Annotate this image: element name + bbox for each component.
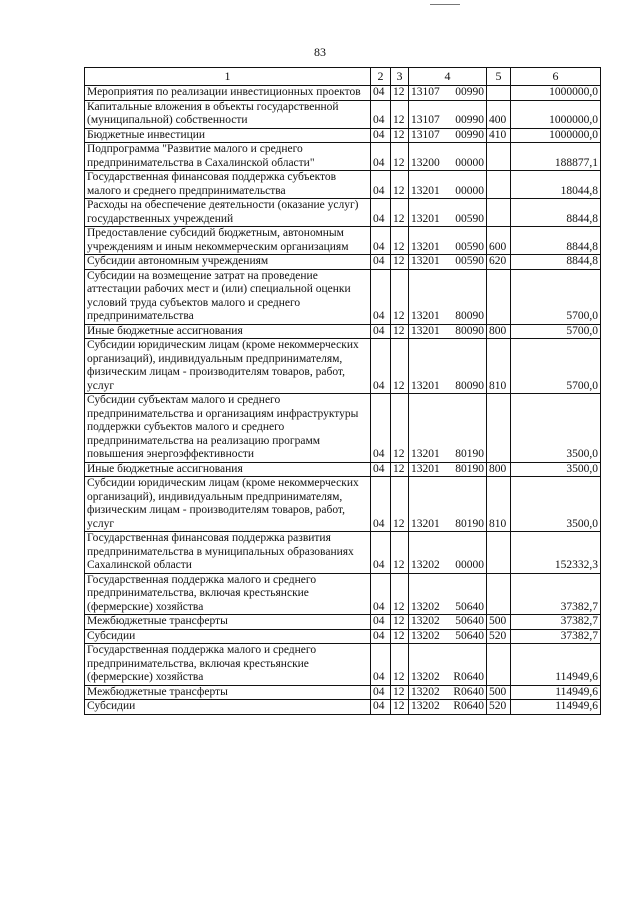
expense-name-cell: Субсидии: [85, 700, 371, 715]
amount-cell: 37382,7: [511, 629, 601, 644]
target-article-cell: [409, 685, 487, 700]
section-code-cell: 04: [371, 462, 391, 477]
subsection-code-cell: 12: [391, 462, 409, 477]
amount-cell: 152332,3: [511, 532, 601, 574]
program-code: 13201: [411, 517, 440, 530]
expense-type-cell: 600: [487, 227, 511, 255]
section-code-cell: 04: [371, 532, 391, 574]
expense-name-cell: Государственная финансовая поддержка развития предпринимательства в муниципальных образованиях Сахалинской области: [85, 532, 371, 574]
direction-code: R0640: [453, 671, 484, 683]
expense-type-cell: 520: [487, 700, 511, 715]
expense-name-cell: Межбюджетные трансферты: [85, 685, 371, 700]
table-row: [85, 644, 601, 686]
amount-cell: 1000000,0: [511, 128, 601, 143]
subsection-code-cell: 12: [391, 128, 409, 143]
scan-top-mark: [430, 4, 460, 5]
target-article-cell: [409, 100, 487, 128]
program-code: 13201: [411, 448, 440, 460]
subsection-code-cell: 12: [391, 685, 409, 700]
amount-cell: 114949,6: [511, 700, 601, 715]
table-row: [85, 394, 601, 463]
subsection-code-cell: 12: [391, 700, 409, 715]
expense-name-cell: Субсидии: [85, 629, 371, 644]
section-code-cell: 04: [371, 171, 391, 199]
subsection-code-cell: 12: [391, 227, 409, 255]
amount-cell: 3500,0: [511, 394, 601, 463]
expense-name-cell: Субсидии юридическим лицам (кроме некоммерческих организаций), индивидуальным предпринимателям, физическим лицам - производителям товаров, работ, услуг: [85, 339, 371, 394]
amount-cell: 3500,0: [511, 477, 601, 532]
amount-cell: 18044,8: [511, 171, 601, 199]
subsection-code-cell: 12: [391, 644, 409, 686]
target-article-cell: [409, 339, 487, 394]
program-code: 13107: [411, 114, 440, 126]
expense-type-cell: [487, 644, 511, 686]
table-row: [85, 100, 601, 128]
page-number: 83: [314, 45, 326, 59]
table-row: [85, 199, 601, 227]
target-article-cell: [409, 255, 487, 270]
column-header: 1: [85, 68, 371, 86]
amount-cell: 5700,0: [511, 269, 601, 324]
table-row: [85, 477, 601, 532]
expense-name-cell: Мероприятия по реализации инвестиционных проектов: [85, 86, 371, 101]
program-code: 13201: [411, 310, 440, 322]
target-article-cell: [409, 171, 487, 199]
target-article-cell: [409, 227, 487, 255]
section-code-cell: 04: [371, 477, 391, 532]
expense-name-cell: Субсидии субъектам малого и среднего предпринимательства и организациям инфраструктуры поддержки субъектов малого и среднего предпринимательства на реализацию программ повышения энергоэффективности: [85, 394, 371, 463]
program-code: 13201: [411, 212, 440, 225]
amount-cell: 1000000,0: [511, 86, 601, 101]
program-code: 13200: [411, 156, 440, 169]
table-row: [85, 629, 601, 644]
table-row: [85, 128, 601, 143]
amount-cell: 37382,7: [511, 573, 601, 615]
section-code-cell: 04: [371, 573, 391, 615]
section-code-cell: 04: [371, 100, 391, 128]
direction-code: 00000: [455, 559, 484, 571]
section-code-cell: 04: [371, 227, 391, 255]
direction-code: R0640: [453, 700, 484, 712]
expense-type-cell: [487, 394, 511, 463]
program-code: 13202: [411, 600, 440, 613]
amount-cell: 1000000,0: [511, 100, 601, 128]
direction-code: 80090: [455, 379, 484, 392]
direction-code: 00000: [455, 156, 484, 169]
program-code: 13107: [411, 86, 440, 98]
subsection-code-cell: 12: [391, 171, 409, 199]
table-header-row: [85, 68, 601, 86]
target-article-cell: [409, 573, 487, 615]
column-header: 6: [511, 68, 601, 86]
expense-name-cell: Государственная поддержка малого и среднего предпринимательства, включая крестьянские (фермерские) хозяйства: [85, 644, 371, 686]
table-row: [85, 255, 601, 270]
expense-name-cell: Субсидии юридическим лицам (кроме некоммерческих организаций), индивидуальным предпринимателям, физическим лицам - производителям товаров, работ, услуг: [85, 477, 371, 532]
expense-name-cell: Подпрограмма "Развитие малого и среднего предпринимательства в Сахалинской области": [85, 143, 371, 171]
target-article-cell: [409, 269, 487, 324]
expense-type-cell: [487, 86, 511, 101]
expense-type-cell: 810: [487, 477, 511, 532]
program-code: 13107: [411, 128, 440, 141]
expense-type-cell: 520: [487, 629, 511, 644]
section-code-cell: 04: [371, 394, 391, 463]
direction-code: 00590: [455, 212, 484, 225]
expense-type-cell: 500: [487, 615, 511, 630]
expense-name-cell: Субсидии на возмещение затрат на проведение аттестации рабочих мест и (или) специальной оценки условий труда субъектов малого и среднего предпринимательства: [85, 269, 371, 324]
expense-name-cell: Бюджетные инвестиции: [85, 128, 371, 143]
table-row: [85, 86, 601, 101]
expense-name-cell: Межбюджетные трансферты: [85, 615, 371, 630]
column-header: 5: [487, 68, 511, 86]
expense-type-cell: 810: [487, 339, 511, 394]
section-code-cell: 04: [371, 143, 391, 171]
section-code-cell: 04: [371, 255, 391, 270]
section-code-cell: 04: [371, 629, 391, 644]
program-code: 13202: [411, 629, 440, 642]
subsection-code-cell: 12: [391, 615, 409, 630]
budget-table: [84, 67, 601, 715]
expense-type-cell: 800: [487, 462, 511, 477]
target-article-cell: [409, 644, 487, 686]
table-row: [85, 269, 601, 324]
table-row: [85, 324, 601, 339]
expense-type-cell: [487, 143, 511, 171]
subsection-code-cell: 12: [391, 199, 409, 227]
column-header: 2: [371, 68, 391, 86]
subsection-code-cell: 12: [391, 573, 409, 615]
subsection-code-cell: 12: [391, 339, 409, 394]
target-article-cell: [409, 86, 487, 101]
subsection-code-cell: 12: [391, 86, 409, 101]
section-code-cell: 04: [371, 324, 391, 339]
column-header: 3: [391, 68, 409, 86]
program-code: 13201: [411, 462, 440, 475]
direction-code: R0640: [453, 685, 484, 698]
subsection-code-cell: 12: [391, 143, 409, 171]
section-code-cell: 04: [371, 86, 391, 101]
target-article-cell: [409, 532, 487, 574]
target-article-cell: [409, 477, 487, 532]
subsection-code-cell: 12: [391, 532, 409, 574]
subsection-code-cell: 12: [391, 477, 409, 532]
target-article-cell: [409, 143, 487, 171]
amount-cell: 8844,8: [511, 199, 601, 227]
expense-type-cell: 410: [487, 128, 511, 143]
expense-name-cell: Иные бюджетные ассигнования: [85, 462, 371, 477]
table-row: [85, 171, 601, 199]
subsection-code-cell: 12: [391, 394, 409, 463]
table-row: [85, 462, 601, 477]
expense-type-cell: 400: [487, 100, 511, 128]
table-row: [85, 573, 601, 615]
direction-code: 80090: [455, 324, 484, 337]
amount-cell: 8844,8: [511, 227, 601, 255]
direction-code: 80090: [455, 310, 484, 322]
direction-code: 00590: [455, 240, 484, 253]
table-row: [85, 615, 601, 630]
expense-name-cell: Капитальные вложения в объекты государственной (муниципальной) собственности: [85, 100, 371, 128]
program-code: 13201: [411, 379, 440, 392]
direction-code: 00990: [455, 128, 484, 141]
program-code: 13201: [411, 240, 440, 253]
subsection-code-cell: 12: [391, 269, 409, 324]
expense-type-cell: 800: [487, 324, 511, 339]
expense-type-cell: [487, 171, 511, 199]
section-code-cell: 04: [371, 128, 391, 143]
amount-cell: 5700,0: [511, 339, 601, 394]
section-code-cell: 04: [371, 700, 391, 715]
amount-cell: 37382,7: [511, 615, 601, 630]
subsection-code-cell: 12: [391, 100, 409, 128]
section-code-cell: 04: [371, 615, 391, 630]
expense-name-cell: Субсидии автономным учреждениям: [85, 255, 371, 270]
expense-name-cell: Государственная поддержка малого и среднего предпринимательства, включая крестьянские (фермерские) хозяйства: [85, 573, 371, 615]
target-article-cell: [409, 462, 487, 477]
table-row: [85, 339, 601, 394]
expense-type-cell: 620: [487, 255, 511, 270]
target-article-cell: [409, 700, 487, 715]
section-code-cell: 04: [371, 269, 391, 324]
target-article-cell: [409, 629, 487, 644]
section-code-cell: 04: [371, 199, 391, 227]
amount-cell: 188877,1: [511, 143, 601, 171]
program-code: 13202: [411, 671, 440, 683]
program-code: 13202: [411, 685, 440, 698]
direction-code: 50640: [455, 629, 484, 642]
subsection-code-cell: 12: [391, 255, 409, 270]
amount-cell: 5700,0: [511, 324, 601, 339]
program-code: 13201: [411, 184, 440, 197]
direction-code: 80190: [455, 517, 484, 530]
direction-code: 00990: [455, 86, 484, 98]
direction-code: 00590: [455, 255, 484, 267]
expense-type-cell: [487, 199, 511, 227]
expense-name-cell: Предоставление субсидий бюджетным, автономным учреждениям и иным некоммерческим организациям: [85, 227, 371, 255]
amount-cell: 3500,0: [511, 462, 601, 477]
direction-code: 80190: [455, 462, 484, 475]
amount-cell: 8844,8: [511, 255, 601, 270]
target-article-cell: [409, 615, 487, 630]
target-article-cell: [409, 128, 487, 143]
amount-cell: 114949,6: [511, 685, 601, 700]
table-row: [85, 532, 601, 574]
table-row: [85, 700, 601, 715]
target-article-cell: [409, 199, 487, 227]
expense-type-cell: 500: [487, 685, 511, 700]
table-row: [85, 227, 601, 255]
direction-code: 80190: [455, 448, 484, 460]
expense-type-cell: [487, 532, 511, 574]
target-article-cell: [409, 394, 487, 463]
table-row: [85, 143, 601, 171]
program-code: 13201: [411, 255, 440, 267]
expense-name-cell: Расходы на обеспечение деятельности (оказание услуг) государственных учреждений: [85, 199, 371, 227]
amount-cell: 114949,6: [511, 644, 601, 686]
direction-code: 50640: [455, 600, 484, 613]
subsection-code-cell: 12: [391, 324, 409, 339]
expense-type-cell: [487, 573, 511, 615]
expense-name-cell: Иные бюджетные ассигнования: [85, 324, 371, 339]
program-code: 13202: [411, 700, 440, 712]
subsection-code-cell: 12: [391, 629, 409, 644]
expense-type-cell: [487, 269, 511, 324]
program-code: 13201: [411, 324, 440, 337]
program-code: 13202: [411, 559, 440, 571]
section-code-cell: 04: [371, 339, 391, 394]
direction-code: 00990: [455, 114, 484, 126]
section-code-cell: 04: [371, 685, 391, 700]
section-code-cell: 04: [371, 644, 391, 686]
direction-code: 50640: [455, 615, 484, 627]
table-row: [85, 685, 601, 700]
direction-code: 00000: [455, 184, 484, 197]
column-header: 4: [409, 68, 487, 86]
expense-name-cell: Государственная финансовая поддержка субъектов малого и среднего предпринимательства: [85, 171, 371, 199]
program-code: 13202: [411, 615, 440, 627]
target-article-cell: [409, 324, 487, 339]
